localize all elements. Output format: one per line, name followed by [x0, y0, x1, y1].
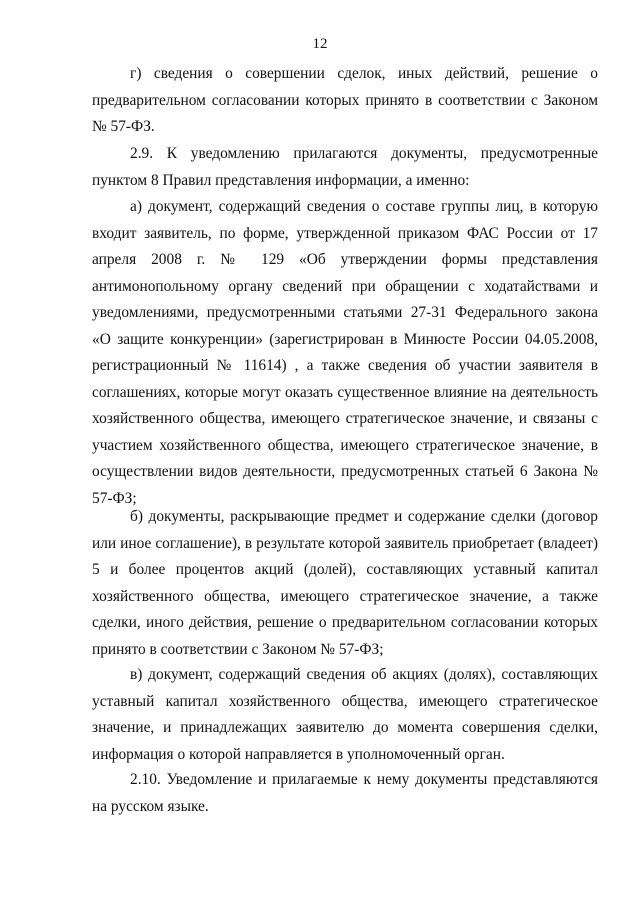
paragraph-item-v: в) документ, содержащий сведения об акциях (долях), составляющих уставный капитал хозяйственного общества, имеющего стратегическое значение, и принадлежащих заявителю до момента совершения сделки, информация о которой направляется в уполномоченный орган.	[92, 666, 598, 763]
paragraph-section-2-9: 2.9. К уведомлению прилагаются документы, предусмотренные пунктом 8 Правил представления информации, а именно:	[92, 145, 598, 189]
paragraph-item-a: а) документ, содержащий сведения о составе группы лиц, в которую входит заявитель, по форме, утвержденной приказом ФАС России от 17 апреля 2008 г. № 129 «Об утверждении формы представления антимонопольному органу сведений при обращении с ходатайствами и уведомлениями, предусмотренными статьями 27-31 Федерального закона «О защите конкуренции» (зарегистрирован в Минюсте России 04.05.2008, регистрационный № 11614) , а также сведения об участии заявителя в соглашениях, которые могут оказать существенное влияние на деятельность хозяйственного общества, имеющего стратегическое значение, и связаны с участием хозяйственного общества, имеющего стратегическое значение, в осуществлении видов деятельности, предусмотренных статьей 6 Закона № 57-ФЗ;	[92, 198, 598, 507]
paragraph-section-2-10: 2.10. Уведомление и прилагаемые к нему документы представляются на русском языке.	[92, 771, 598, 815]
paragraph-item-b: б) документы, раскрывающие предмет и содержание сделки (договор или иное соглашение), в результате которой заявитель приобретает (владеет) 5 и более процентов акций (долей), составляющих уставный капитал хозяйственного общества, имеющего стратегическое значение, а также сделки, иного действия, решение о предварительном согласовании которых принято в соответствии с Законом № 57-ФЗ;	[92, 508, 598, 658]
paragraph-item-g: г) сведения о совершении сделок, иных действий, решение о предварительном согласовании которых принято в соответствии с Законом № 57-ФЗ.	[92, 65, 598, 135]
page-number: 12	[312, 36, 328, 52]
